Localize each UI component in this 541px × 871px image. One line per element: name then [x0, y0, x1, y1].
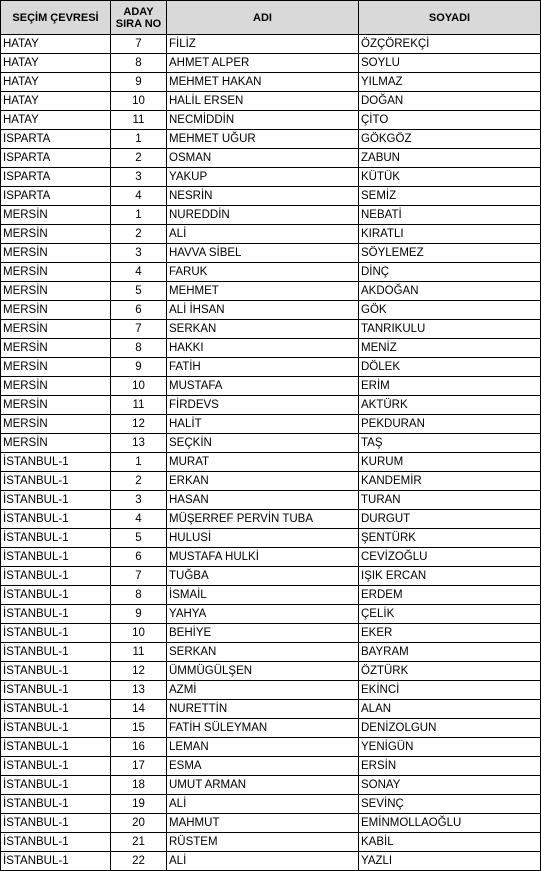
table-row: [1, 624, 541, 643]
district-cell: MERSİN: [1, 434, 111, 453]
district-cell: MERSİN: [1, 244, 111, 263]
order-cell: 13: [111, 434, 167, 453]
header-name: ADI: [167, 1, 359, 35]
surname-cell: ALAN: [359, 700, 541, 719]
order-cell: 4: [111, 263, 167, 282]
table-row: [1, 301, 541, 320]
table-row: [1, 92, 541, 111]
district-cell: İSTANBUL-1: [1, 662, 111, 681]
order-cell: 3: [111, 491, 167, 510]
name-cell: NESRİN: [167, 187, 359, 206]
name-cell: UMUT ARMAN: [167, 776, 359, 795]
name-cell: İSMAİL: [167, 586, 359, 605]
name-cell: FARUK: [167, 263, 359, 282]
surname-cell: TAŞ: [359, 434, 541, 453]
surname-cell: SOYLU: [359, 54, 541, 73]
name-cell: YAHYA: [167, 605, 359, 624]
name-cell: ALİ: [167, 852, 359, 871]
district-cell: İSTANBUL-1: [1, 510, 111, 529]
surname-cell: KABİL: [359, 833, 541, 852]
district-cell: İSTANBUL-1: [1, 529, 111, 548]
header-row: [1, 1, 541, 35]
surname-cell: EKER: [359, 624, 541, 643]
order-cell: 19: [111, 795, 167, 814]
district-cell: İSTANBUL-1: [1, 605, 111, 624]
order-cell: 17: [111, 757, 167, 776]
surname-cell: EMİNMOLLAOĞLU: [359, 814, 541, 833]
order-cell: 9: [111, 358, 167, 377]
district-cell: İSTANBUL-1: [1, 643, 111, 662]
order-cell: 5: [111, 282, 167, 301]
name-cell: MURAT: [167, 453, 359, 472]
header-sira-no: SIRA NO: [115, 17, 162, 30]
surname-cell: ERSİN: [359, 757, 541, 776]
name-cell: MUSTAFA HULKİ: [167, 548, 359, 567]
name-cell: HAKKI: [167, 339, 359, 358]
name-cell: HALİL ERSEN: [167, 92, 359, 111]
surname-cell: AKTÜRK: [359, 396, 541, 415]
order-cell: 2: [111, 472, 167, 491]
district-cell: ISPARTA: [1, 187, 111, 206]
name-cell: AZMİ: [167, 681, 359, 700]
surname-cell: GÖKGÖZ: [359, 130, 541, 149]
order-cell: 10: [111, 92, 167, 111]
surname-cell: DİNÇ: [359, 263, 541, 282]
table-row: [1, 548, 541, 567]
name-cell: BEHİYE: [167, 624, 359, 643]
order-cell: 4: [111, 510, 167, 529]
header-aday: ADAY: [123, 5, 154, 18]
order-cell: 22: [111, 852, 167, 871]
name-cell: HAVVA SİBEL: [167, 244, 359, 263]
table-row: [1, 168, 541, 187]
name-cell: HASAN: [167, 491, 359, 510]
table-row: [1, 662, 541, 681]
order-cell: 6: [111, 548, 167, 567]
surname-cell: TURAN: [359, 491, 541, 510]
district-cell: İSTANBUL-1: [1, 776, 111, 795]
name-cell: TUĞBA: [167, 567, 359, 586]
surname-cell: ÖZTÜRK: [359, 662, 541, 681]
table-row: [1, 472, 541, 491]
district-cell: İSTANBUL-1: [1, 453, 111, 472]
order-cell: 11: [111, 396, 167, 415]
name-cell: FATİH: [167, 358, 359, 377]
name-cell: FİLİZ: [167, 35, 359, 54]
surname-cell: ERİM: [359, 377, 541, 396]
order-cell: 10: [111, 624, 167, 643]
name-cell: MEHMET HAKAN: [167, 73, 359, 92]
district-cell: İSTANBUL-1: [1, 567, 111, 586]
name-cell: ÜMMÜGÜLŞEN: [167, 662, 359, 681]
name-cell: MÜŞERREF PERVİN TUBA: [167, 510, 359, 529]
district-cell: İSTANBUL-1: [1, 757, 111, 776]
name-cell: SERKAN: [167, 643, 359, 662]
order-cell: 11: [111, 111, 167, 130]
district-cell: MERSİN: [1, 396, 111, 415]
district-cell: İSTANBUL-1: [1, 719, 111, 738]
district-cell: İSTANBUL-1: [1, 833, 111, 852]
table-row: [1, 282, 541, 301]
table-row: [1, 643, 541, 662]
table-row: [1, 833, 541, 852]
surname-cell: AKDOĞAN: [359, 282, 541, 301]
table-row: [1, 434, 541, 453]
order-cell: 15: [111, 719, 167, 738]
district-cell: HATAY: [1, 54, 111, 73]
name-cell: SEÇKİN: [167, 434, 359, 453]
table-row: [1, 852, 541, 871]
table-row: [1, 567, 541, 586]
district-cell: İSTANBUL-1: [1, 814, 111, 833]
table-row: [1, 719, 541, 738]
table-row: [1, 149, 541, 168]
order-cell: 11: [111, 643, 167, 662]
surname-cell: YILMAZ: [359, 73, 541, 92]
district-cell: ISPARTA: [1, 168, 111, 187]
name-cell: MEHMET: [167, 282, 359, 301]
order-cell: 12: [111, 662, 167, 681]
table-row: [1, 776, 541, 795]
table-row: [1, 377, 541, 396]
table-row: [1, 757, 541, 776]
name-cell: SERKAN: [167, 320, 359, 339]
table-row: [1, 529, 541, 548]
surname-cell: YENİGÜN: [359, 738, 541, 757]
district-cell: MERSİN: [1, 263, 111, 282]
surname-cell: ŞENTÜRK: [359, 529, 541, 548]
table-row: [1, 681, 541, 700]
name-cell: FATİH SÜLEYMAN: [167, 719, 359, 738]
name-cell: ALİ: [167, 795, 359, 814]
table-row: [1, 453, 541, 472]
surname-cell: NEBATİ: [359, 206, 541, 225]
surname-cell: KÜTÜK: [359, 168, 541, 187]
order-cell: 9: [111, 73, 167, 92]
table-row: [1, 738, 541, 757]
table-row: [1, 244, 541, 263]
surname-cell: YAZLI: [359, 852, 541, 871]
surname-cell: SEMİZ: [359, 187, 541, 206]
surname-cell: DÖLEK: [359, 358, 541, 377]
surname-cell: ÇİTO: [359, 111, 541, 130]
district-cell: İSTANBUL-1: [1, 738, 111, 757]
table-row: [1, 54, 541, 73]
district-cell: İSTANBUL-1: [1, 491, 111, 510]
table-row: [1, 73, 541, 92]
order-cell: 12: [111, 415, 167, 434]
order-cell: 7: [111, 567, 167, 586]
name-cell: MUSTAFA: [167, 377, 359, 396]
name-cell: HALİT: [167, 415, 359, 434]
table-row: [1, 700, 541, 719]
table-row: [1, 111, 541, 130]
name-cell: FİRDEVS: [167, 396, 359, 415]
table-row: [1, 605, 541, 624]
order-cell: 20: [111, 814, 167, 833]
surname-cell: KANDEMİR: [359, 472, 541, 491]
table-row: [1, 415, 541, 434]
order-cell: 8: [111, 339, 167, 358]
surname-cell: SEVİNÇ: [359, 795, 541, 814]
table-row: [1, 510, 541, 529]
district-cell: MERSİN: [1, 358, 111, 377]
order-cell: 1: [111, 130, 167, 149]
district-cell: HATAY: [1, 35, 111, 54]
order-cell: 7: [111, 320, 167, 339]
name-cell: LEMAN: [167, 738, 359, 757]
order-cell: 14: [111, 700, 167, 719]
district-cell: MERSİN: [1, 301, 111, 320]
district-cell: HATAY: [1, 73, 111, 92]
order-cell: 21: [111, 833, 167, 852]
surname-cell: ÇELİK: [359, 605, 541, 624]
surname-cell: SÖYLEMEZ: [359, 244, 541, 263]
surname-cell: DENİZOLGUN: [359, 719, 541, 738]
surname-cell: DOĞAN: [359, 92, 541, 111]
district-cell: İSTANBUL-1: [1, 795, 111, 814]
surname-cell: MENİZ: [359, 339, 541, 358]
district-cell: İSTANBUL-1: [1, 586, 111, 605]
district-cell: İSTANBUL-1: [1, 624, 111, 643]
table-row: [1, 795, 541, 814]
surname-cell: IŞIK ERCAN: [359, 567, 541, 586]
order-cell: 13: [111, 681, 167, 700]
name-cell: HULUSİ: [167, 529, 359, 548]
table-row: [1, 586, 541, 605]
header-surname: SOYADI: [359, 1, 541, 35]
table-row: [1, 187, 541, 206]
table-row: [1, 339, 541, 358]
name-cell: ESMA: [167, 757, 359, 776]
order-cell: 4: [111, 187, 167, 206]
district-cell: MERSİN: [1, 415, 111, 434]
name-cell: NUREDDİN: [167, 206, 359, 225]
name-cell: NECMİDDİN: [167, 111, 359, 130]
name-cell: NURETTİN: [167, 700, 359, 719]
name-cell: RÜSTEM: [167, 833, 359, 852]
district-cell: MERSİN: [1, 225, 111, 244]
name-cell: OSMAN: [167, 149, 359, 168]
name-cell: ALİ İHSAN: [167, 301, 359, 320]
table-row: [1, 225, 541, 244]
surname-cell: BAYRAM: [359, 643, 541, 662]
district-cell: ISPARTA: [1, 130, 111, 149]
district-cell: MERSİN: [1, 320, 111, 339]
surname-cell: GÖK: [359, 301, 541, 320]
table-body: [1, 35, 541, 871]
district-cell: İSTANBUL-1: [1, 681, 111, 700]
table-row: [1, 206, 541, 225]
surname-cell: KURUM: [359, 453, 541, 472]
order-cell: 10: [111, 377, 167, 396]
header-district: SEÇİM ÇEVRESİ: [1, 1, 111, 35]
district-cell: ISPARTA: [1, 149, 111, 168]
table-row: [1, 814, 541, 833]
order-cell: 6: [111, 301, 167, 320]
order-cell: 18: [111, 776, 167, 795]
table-row: [1, 491, 541, 510]
surname-cell: CEVİZOĞLU: [359, 548, 541, 567]
name-cell: ALİ: [167, 225, 359, 244]
order-cell: 1: [111, 206, 167, 225]
surname-cell: DURGUT: [359, 510, 541, 529]
order-cell: 2: [111, 225, 167, 244]
table-row: [1, 130, 541, 149]
surname-cell: ZABUN: [359, 149, 541, 168]
surname-cell: PEKDURAN: [359, 415, 541, 434]
district-cell: İSTANBUL-1: [1, 852, 111, 871]
district-cell: MERSİN: [1, 282, 111, 301]
table-row: [1, 320, 541, 339]
district-cell: İSTANBUL-1: [1, 700, 111, 719]
order-cell: 8: [111, 54, 167, 73]
name-cell: MEHMET UĞUR: [167, 130, 359, 149]
name-cell: YAKUP: [167, 168, 359, 187]
order-cell: 9: [111, 605, 167, 624]
district-cell: MERSİN: [1, 377, 111, 396]
order-cell: 7: [111, 35, 167, 54]
district-cell: İSTANBUL-1: [1, 548, 111, 567]
surname-cell: ERDEM: [359, 586, 541, 605]
district-cell: MERSİN: [1, 339, 111, 358]
district-cell: İSTANBUL-1: [1, 472, 111, 491]
header-candidate-order: [111, 1, 167, 35]
order-cell: 3: [111, 168, 167, 187]
surname-cell: ÖZÇÖREKÇİ: [359, 35, 541, 54]
district-cell: HATAY: [1, 92, 111, 111]
name-cell: MAHMUT: [167, 814, 359, 833]
district-cell: HATAY: [1, 111, 111, 130]
name-cell: ERKAN: [167, 472, 359, 491]
order-cell: 3: [111, 244, 167, 263]
table-row: [1, 396, 541, 415]
surname-cell: TANRIKULU: [359, 320, 541, 339]
name-cell: AHMET ALPER: [167, 54, 359, 73]
surname-cell: SONAY: [359, 776, 541, 795]
table-row: [1, 35, 541, 54]
order-cell: 16: [111, 738, 167, 757]
order-cell: 8: [111, 586, 167, 605]
surname-cell: EKİNCİ: [359, 681, 541, 700]
order-cell: 5: [111, 529, 167, 548]
table-row: [1, 358, 541, 377]
district-cell: MERSİN: [1, 206, 111, 225]
order-cell: 2: [111, 149, 167, 168]
surname-cell: KIRATLI: [359, 225, 541, 244]
table-row: [1, 263, 541, 282]
order-cell: 1: [111, 453, 167, 472]
